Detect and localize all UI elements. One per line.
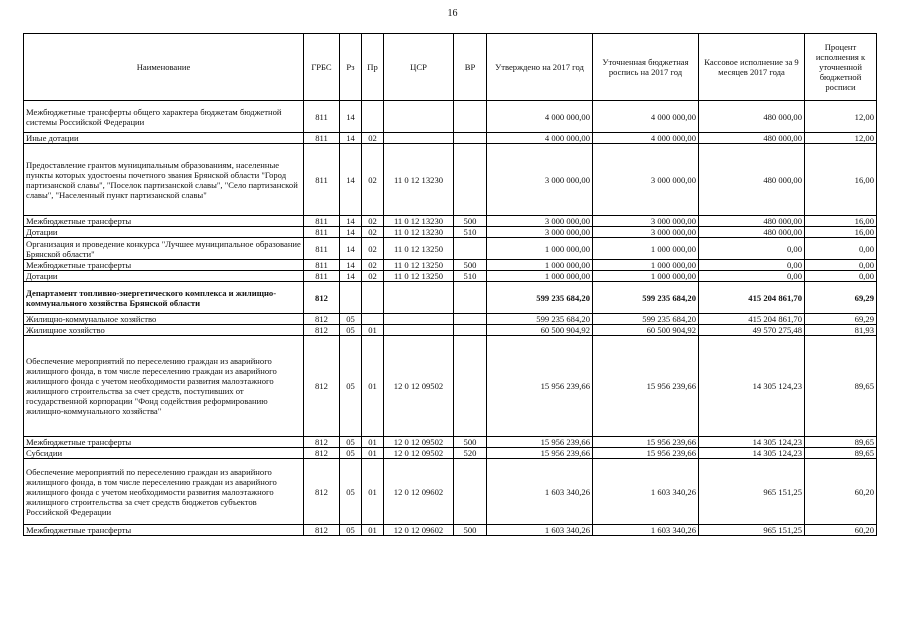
row-approved: 60 500 904,92: [487, 325, 593, 336]
budget-table: [23, 33, 877, 536]
row-pr: [362, 101, 384, 133]
row-csr: 11 0 12 13250: [384, 260, 454, 271]
row-rz: 14: [340, 227, 362, 238]
row-percent: 0,00: [805, 271, 877, 282]
row-rz: 14: [340, 144, 362, 216]
row-refined: 1 603 340,26: [593, 525, 699, 536]
row-vr: 500: [454, 260, 487, 271]
row-approved: 599 235 684,20: [487, 282, 593, 314]
row-pr: [362, 314, 384, 325]
row-vr: 520: [454, 448, 487, 459]
table-row: [24, 325, 877, 336]
row-vr: [454, 101, 487, 133]
row-approved: 1 000 000,00: [487, 271, 593, 282]
row-csr: 12 0 12 09602: [384, 525, 454, 536]
row-pr: 01: [362, 525, 384, 536]
row-vr: [454, 314, 487, 325]
row-pr: 01: [362, 325, 384, 336]
row-percent: 89,65: [805, 437, 877, 448]
row-csr: 11 0 12 13250: [384, 238, 454, 260]
row-csr: [384, 282, 454, 314]
row-pr: 02: [362, 260, 384, 271]
row-refined: 60 500 904,92: [593, 325, 699, 336]
row-csr: [384, 101, 454, 133]
row-refined: 15 956 239,66: [593, 336, 699, 437]
row-approved: 15 956 239,66: [487, 437, 593, 448]
table-row: [24, 314, 877, 325]
table-row: [24, 271, 877, 282]
row-rz: 14: [340, 133, 362, 144]
row-percent: 69,29: [805, 314, 877, 325]
row-name: Субсидии: [24, 448, 304, 459]
row-grbs: 812: [304, 448, 340, 459]
row-name: Межбюджетные трансферты: [24, 437, 304, 448]
row-pr: 02: [362, 144, 384, 216]
row-rz: 05: [340, 314, 362, 325]
row-refined: 4 000 000,00: [593, 133, 699, 144]
table-row: [24, 101, 877, 133]
column-header-name: Наименование: [24, 34, 304, 101]
row-refined: 15 956 239,66: [593, 437, 699, 448]
row-pr: 02: [362, 133, 384, 144]
row-refined: 1 000 000,00: [593, 271, 699, 282]
row-name: Межбюджетные трансферты общего характера бюджетам бюджетной системы Российской Федерации: [24, 101, 304, 133]
row-approved: 1 000 000,00: [487, 238, 593, 260]
row-pr: [362, 282, 384, 314]
row-percent: 81,93: [805, 325, 877, 336]
row-rz: 14: [340, 260, 362, 271]
row-grbs: 812: [304, 282, 340, 314]
table-row: [24, 133, 877, 144]
row-name: Обеспечение мероприятий по переселению граждан из аварийного жилищного фонда, в том числе переселению граждан из аварийного жилищного фонда с учетом необходимости развития малоэтажного жилищного строительства за счет средств, поступивших от государственной корпорации "Фонд содействия реформированию жилищно-коммунального хозяйства": [24, 336, 304, 437]
row-cash: 480 000,00: [699, 101, 805, 133]
row-csr: 12 0 12 09502: [384, 437, 454, 448]
table-row: [24, 238, 877, 260]
row-refined: 3 000 000,00: [593, 216, 699, 227]
row-name: Межбюджетные трансферты: [24, 260, 304, 271]
table-body: [24, 101, 877, 536]
row-percent: 12,00: [805, 133, 877, 144]
row-grbs: 811: [304, 216, 340, 227]
row-name: Жилищно-коммунальное хозяйство: [24, 314, 304, 325]
row-rz: 05: [340, 336, 362, 437]
row-grbs: 811: [304, 260, 340, 271]
row-grbs: 811: [304, 271, 340, 282]
row-approved: 599 235 684,20: [487, 314, 593, 325]
row-cash: 480 000,00: [699, 144, 805, 216]
row-pr: 02: [362, 227, 384, 238]
row-percent: 0,00: [805, 260, 877, 271]
row-percent: 16,00: [805, 216, 877, 227]
row-rz: 14: [340, 238, 362, 260]
row-refined: 3 000 000,00: [593, 227, 699, 238]
row-rz: 05: [340, 437, 362, 448]
table-header-row: [24, 34, 877, 101]
column-header-rz: Рз: [340, 34, 362, 101]
row-percent: 89,65: [805, 448, 877, 459]
row-refined: 599 235 684,20: [593, 282, 699, 314]
table-row: [24, 227, 877, 238]
row-percent: 0,00: [805, 238, 877, 260]
table-row: [24, 437, 877, 448]
row-refined: 1 000 000,00: [593, 238, 699, 260]
row-rz: 05: [340, 448, 362, 459]
row-grbs: 811: [304, 133, 340, 144]
table-row: [24, 459, 877, 525]
row-pr: 01: [362, 448, 384, 459]
row-vr: [454, 459, 487, 525]
row-vr: [454, 282, 487, 314]
row-name: Межбюджетные трансферты: [24, 216, 304, 227]
row-approved: 4 000 000,00: [487, 101, 593, 133]
row-cash: 0,00: [699, 238, 805, 260]
row-refined: 1 603 340,26: [593, 459, 699, 525]
row-csr: 11 0 12 13230: [384, 216, 454, 227]
row-cash: 965 151,25: [699, 459, 805, 525]
row-approved: 15 956 239,66: [487, 448, 593, 459]
row-name: Обеспечение мероприятий по переселению граждан из аварийного жилищного фонда, в том числе переселению граждан из аварийного жилищного фонда с учетом необходимости развития малоэтажного жилищного строительства за счет средств бюджетов субъектов Российской Федерации: [24, 459, 304, 525]
column-header-csr: ЦСР: [384, 34, 454, 101]
row-percent: 69,29: [805, 282, 877, 314]
row-cash: 480 000,00: [699, 227, 805, 238]
column-header-refined: Уточненная бюджетная роспись на 2017 год: [593, 34, 699, 101]
table-row: [24, 282, 877, 314]
row-csr: 12 0 12 09502: [384, 336, 454, 437]
row-csr: 11 0 12 13230: [384, 144, 454, 216]
row-csr: [384, 133, 454, 144]
row-approved: 1 000 000,00: [487, 260, 593, 271]
row-cash: 0,00: [699, 271, 805, 282]
row-grbs: 812: [304, 525, 340, 536]
row-percent: 12,00: [805, 101, 877, 133]
row-csr: 11 0 12 13250: [384, 271, 454, 282]
column-header-pr: Пр: [362, 34, 384, 101]
row-percent: 16,00: [805, 144, 877, 216]
row-csr: [384, 314, 454, 325]
table-row: [24, 144, 877, 216]
row-vr: [454, 133, 487, 144]
row-name: Жилищное хозяйство: [24, 325, 304, 336]
table-row: [24, 448, 877, 459]
row-pr: 02: [362, 216, 384, 227]
row-grbs: 811: [304, 227, 340, 238]
page-number: 16: [447, 8, 458, 19]
table-row: [24, 216, 877, 227]
row-cash: 14 305 124,23: [699, 448, 805, 459]
row-vr: 510: [454, 227, 487, 238]
row-rz: 05: [340, 459, 362, 525]
row-cash: 965 151,25: [699, 525, 805, 536]
row-cash: 14 305 124,23: [699, 437, 805, 448]
row-cash: 480 000,00: [699, 216, 805, 227]
row-approved: 3 000 000,00: [487, 216, 593, 227]
row-cash: 14 305 124,23: [699, 336, 805, 437]
row-approved: 4 000 000,00: [487, 133, 593, 144]
row-approved: 1 603 340,26: [487, 459, 593, 525]
row-vr: [454, 325, 487, 336]
row-approved: 3 000 000,00: [487, 227, 593, 238]
row-cash: 0,00: [699, 260, 805, 271]
table-row: [24, 525, 877, 536]
row-rz: 14: [340, 216, 362, 227]
row-vr: 500: [454, 525, 487, 536]
row-rz: 05: [340, 525, 362, 536]
row-cash: 49 570 275,48: [699, 325, 805, 336]
row-refined: 3 000 000,00: [593, 144, 699, 216]
row-approved: 1 603 340,26: [487, 525, 593, 536]
column-header-percent: Процент исполнения к уточненной бюджетной росписи: [805, 34, 877, 101]
row-grbs: 812: [304, 336, 340, 437]
row-rz: 14: [340, 101, 362, 133]
row-grbs: 812: [304, 314, 340, 325]
row-rz: 14: [340, 271, 362, 282]
row-pr: 02: [362, 238, 384, 260]
row-approved: 15 956 239,66: [487, 336, 593, 437]
row-rz: [340, 282, 362, 314]
row-cash: 415 204 861,70: [699, 314, 805, 325]
row-grbs: 812: [304, 325, 340, 336]
row-cash: 415 204 861,70: [699, 282, 805, 314]
row-grbs: 811: [304, 144, 340, 216]
row-name: Организация и проведение конкурса "Лучшее муниципальное образование Брянской области": [24, 238, 304, 260]
row-pr: 01: [362, 459, 384, 525]
row-name: Дотации: [24, 271, 304, 282]
row-vr: 500: [454, 437, 487, 448]
row-csr: [384, 325, 454, 336]
row-refined: 15 956 239,66: [593, 448, 699, 459]
row-cash: 480 000,00: [699, 133, 805, 144]
row-percent: 60,20: [805, 525, 877, 536]
row-rz: 05: [340, 325, 362, 336]
row-percent: 89,65: [805, 336, 877, 437]
row-pr: 02: [362, 271, 384, 282]
row-name: Дотации: [24, 227, 304, 238]
row-pr: 01: [362, 437, 384, 448]
row-refined: 4 000 000,00: [593, 101, 699, 133]
row-approved: 3 000 000,00: [487, 144, 593, 216]
row-csr: 11 0 12 13230: [384, 227, 454, 238]
row-grbs: 811: [304, 238, 340, 260]
row-name: Иные дотации: [24, 133, 304, 144]
row-name: Предоставление грантов муниципальным образованиям, населенные пункты которых удостоены почетного звания Брянской области "Город партизанской славы", "Поселок партизанской славы", "Село партизанской славы", "Населенный пункт партизанской славы": [24, 144, 304, 216]
table-row: [24, 336, 877, 437]
row-grbs: 812: [304, 437, 340, 448]
row-grbs: 811: [304, 101, 340, 133]
row-csr: 12 0 12 09502: [384, 448, 454, 459]
column-header-approved: Утверждено на 2017 год: [487, 34, 593, 101]
row-name: Департамент топливно-энергетического комплекса и жилищно-коммунального хозяйства Брянской области: [24, 282, 304, 314]
row-csr: 12 0 12 09602: [384, 459, 454, 525]
row-percent: 60,20: [805, 459, 877, 525]
row-vr: [454, 144, 487, 216]
table-row: [24, 260, 877, 271]
row-vr: [454, 336, 487, 437]
column-header-grbs: ГРБС: [304, 34, 340, 101]
row-vr: [454, 238, 487, 260]
row-refined: 1 000 000,00: [593, 260, 699, 271]
row-vr: 500: [454, 216, 487, 227]
row-refined: 599 235 684,20: [593, 314, 699, 325]
row-name: Межбюджетные трансферты: [24, 525, 304, 536]
row-grbs: 812: [304, 459, 340, 525]
column-header-cash: Кассовое исполнение за 9 месяцев 2017 года: [699, 34, 805, 101]
row-vr: 510: [454, 271, 487, 282]
row-percent: 16,00: [805, 227, 877, 238]
row-pr: 01: [362, 336, 384, 437]
column-header-vr: ВР: [454, 34, 487, 101]
